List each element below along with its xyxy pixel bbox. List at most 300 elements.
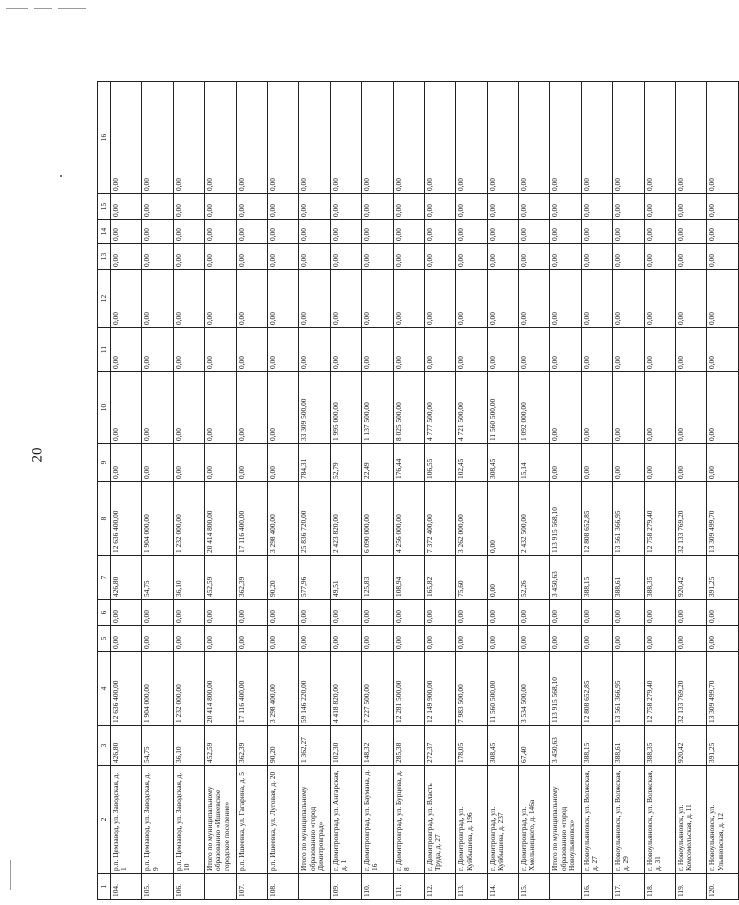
value-cell: 0,00 xyxy=(111,372,142,444)
value-cell: 0,00 xyxy=(330,270,361,328)
value-cell: 0,00 xyxy=(362,244,393,270)
value-cell: 0,00 xyxy=(142,600,173,626)
value-cell: 6 090 000,00 xyxy=(362,482,393,556)
value-cell: 0,00 xyxy=(676,270,707,328)
value-cell: 0,00 xyxy=(362,270,393,328)
value-cell: 0,00 xyxy=(581,444,612,482)
value-cell: 0,00 xyxy=(519,220,550,244)
value-cell: 0,00 xyxy=(173,82,204,194)
value-cell: 0,00 xyxy=(644,82,675,194)
value-cell: 0,00 xyxy=(581,82,612,194)
value-cell: 0,00 xyxy=(613,328,644,372)
address-cell: р.п. Цемзавод, ул. Заводская, д. 10 xyxy=(173,766,204,874)
value-cell: 0,00 xyxy=(424,194,455,220)
value-cell: 0,00 xyxy=(267,270,298,328)
row-number-cell: 112. xyxy=(424,874,455,900)
row-number-cell: 114. xyxy=(487,874,518,900)
value-cell: 0,00 xyxy=(393,626,424,652)
table-row-subtotal xyxy=(550,82,581,900)
value-cell: 0,00 xyxy=(487,556,518,600)
value-cell: 0,00 xyxy=(487,328,518,372)
value-cell: 0,00 xyxy=(299,600,330,626)
value-cell: 0,00 xyxy=(613,194,644,220)
value-cell: 13 309 499,70 xyxy=(707,652,738,726)
value-cell: 0,00 xyxy=(613,220,644,244)
row-number-cell: 107. xyxy=(236,874,267,900)
value-cell: 125,83 xyxy=(362,556,393,600)
table-row xyxy=(487,82,518,900)
header-cell: 16 xyxy=(98,82,111,194)
value-cell: 272,37 xyxy=(424,726,455,766)
value-cell: 0,00 xyxy=(299,82,330,194)
value-cell: 452,59 xyxy=(205,726,236,766)
rotated-table-wrapper xyxy=(97,82,725,900)
value-cell: 0,00 xyxy=(707,82,738,194)
header-cell: 5 xyxy=(98,626,111,652)
value-cell: 13 309 499,70 xyxy=(707,482,738,556)
value-cell: 0,00 xyxy=(267,82,298,194)
table-row xyxy=(236,82,267,900)
value-cell: 0,00 xyxy=(362,600,393,626)
row-number-cell: 116. xyxy=(581,874,612,900)
value-cell: 1 362,27 xyxy=(299,726,330,766)
value-cell: 0,00 xyxy=(205,220,236,244)
table-row xyxy=(393,82,424,900)
value-cell: 0,00 xyxy=(205,372,236,444)
table-row-subtotal xyxy=(205,82,236,900)
value-cell: 0,00 xyxy=(393,270,424,328)
page-number: 20 xyxy=(29,447,46,463)
value-cell: 0,00 xyxy=(550,626,581,652)
value-cell: 12 636 400,00 xyxy=(111,652,142,726)
value-cell: 0,00 xyxy=(267,600,298,626)
value-cell: 0,00 xyxy=(299,270,330,328)
value-cell: 0,00 xyxy=(644,626,675,652)
value-cell: 1 232 000,00 xyxy=(173,482,204,556)
value-cell: 0,00 xyxy=(393,600,424,626)
value-cell: 32 133 769,20 xyxy=(676,482,707,556)
value-cell: 0,00 xyxy=(456,244,487,270)
value-cell: 577,96 xyxy=(299,556,330,600)
value-cell: 0,00 xyxy=(519,626,550,652)
value-cell: 388,15 xyxy=(581,556,612,600)
header-cell: 8 xyxy=(98,482,111,556)
value-cell: 0,00 xyxy=(142,194,173,220)
value-cell: 12 808 652,85 xyxy=(581,482,612,556)
value-cell: 0,00 xyxy=(487,82,518,194)
row-number-cell: 113. xyxy=(456,874,487,900)
table-body xyxy=(98,82,739,900)
address-cell: г. Новоульяновск, ул. Волжская, д. 31 xyxy=(644,766,675,874)
value-cell: 0,00 xyxy=(205,626,236,652)
value-cell: 391,25 xyxy=(707,556,738,600)
value-cell: 0,00 xyxy=(519,244,550,270)
value-cell: 0,00 xyxy=(205,328,236,372)
value-cell: 17 116 400,00 xyxy=(236,652,267,726)
row-number-cell: 110. xyxy=(362,874,393,900)
value-cell: 0,00 xyxy=(519,194,550,220)
value-cell: 0,00 xyxy=(550,328,581,372)
value-cell: 0,00 xyxy=(676,626,707,652)
value-cell: 0,00 xyxy=(487,270,518,328)
value-cell: 0,00 xyxy=(644,600,675,626)
value-cell: 0,00 xyxy=(111,270,142,328)
value-cell: 0,00 xyxy=(330,626,361,652)
table-row xyxy=(613,82,644,900)
value-cell: 0,00 xyxy=(173,626,204,652)
value-cell: 0,00 xyxy=(644,372,675,444)
value-cell: 388,35 xyxy=(644,726,675,766)
value-cell: 0,00 xyxy=(111,244,142,270)
value-cell: 0,00 xyxy=(267,372,298,444)
value-cell: 106,55 xyxy=(424,444,455,482)
value-cell: 0,00 xyxy=(644,194,675,220)
value-cell: 0,00 xyxy=(707,194,738,220)
value-cell: 102,45 xyxy=(456,444,487,482)
address-cell: г. Димитровград, ул. Баумана, д. 16 xyxy=(362,766,393,874)
value-cell: 0,00 xyxy=(581,244,612,270)
table-row xyxy=(707,82,738,900)
value-cell: 0,00 xyxy=(456,82,487,194)
value-cell: 0,00 xyxy=(456,600,487,626)
value-cell: 0,00 xyxy=(393,220,424,244)
value-cell: 0,00 xyxy=(393,328,424,372)
value-cell: 0,00 xyxy=(550,444,581,482)
value-cell: 0,00 xyxy=(613,372,644,444)
value-cell: 0,00 xyxy=(424,626,455,652)
value-cell: 0,00 xyxy=(205,194,236,220)
value-cell: 90,20 xyxy=(267,726,298,766)
value-cell: 0,00 xyxy=(581,626,612,652)
value-cell: 0,00 xyxy=(613,82,644,194)
address-cell: г. Димитровград, ул. Хмельницкого, д. 146а xyxy=(519,766,550,874)
value-cell: 920,42 xyxy=(676,726,707,766)
value-cell: 0,00 xyxy=(550,270,581,328)
table-row xyxy=(424,82,455,900)
value-cell: 0,00 xyxy=(613,270,644,328)
value-cell: 0,00 xyxy=(393,244,424,270)
value-cell: 0,00 xyxy=(550,82,581,194)
scan-artifact xyxy=(6,8,28,9)
value-cell: 0,00 xyxy=(676,372,707,444)
value-cell: 0,00 xyxy=(236,444,267,482)
value-cell: 0,00 xyxy=(424,82,455,194)
row-number-cell: 117. xyxy=(613,874,644,900)
header-cell: 1 xyxy=(98,874,111,900)
value-cell: 0,00 xyxy=(362,220,393,244)
value-cell: 0,00 xyxy=(205,82,236,194)
value-cell: 0,00 xyxy=(487,626,518,652)
address-cell: р.п. Ишеевка, ул. Гагарина, д. 5 xyxy=(236,766,267,874)
row-number-cell: 106. xyxy=(173,874,204,900)
value-cell: 0,00 xyxy=(142,444,173,482)
value-cell: 0,00 xyxy=(550,372,581,444)
value-cell: 0,00 xyxy=(111,220,142,244)
header-cell: 12 xyxy=(98,270,111,328)
value-cell: 388,35 xyxy=(644,556,675,600)
value-cell: 0,00 xyxy=(299,244,330,270)
value-cell: 0,00 xyxy=(707,328,738,372)
value-cell: 17 116 400,00 xyxy=(236,482,267,556)
table-row xyxy=(644,82,675,900)
value-cell: 32 133 769,20 xyxy=(676,652,707,726)
value-cell: 3 262 000,00 xyxy=(456,482,487,556)
value-cell: 49,51 xyxy=(330,556,361,600)
table-row xyxy=(519,82,550,900)
value-cell: 8 025 500,00 xyxy=(393,372,424,444)
value-cell: 1 092 000,00 xyxy=(519,372,550,444)
value-cell: 0,00 xyxy=(236,194,267,220)
value-cell: 0,00 xyxy=(707,444,738,482)
row-number-cell: 104. xyxy=(111,874,142,900)
value-cell: 0,00 xyxy=(487,244,518,270)
value-cell: 54,75 xyxy=(142,556,173,600)
value-cell: 108,94 xyxy=(393,556,424,600)
value-cell: 0,00 xyxy=(205,244,236,270)
value-cell: 452,59 xyxy=(205,556,236,600)
value-cell: 0,00 xyxy=(519,600,550,626)
value-cell: 0,00 xyxy=(142,328,173,372)
value-cell: 0,00 xyxy=(362,328,393,372)
table-row xyxy=(173,82,204,900)
table-row xyxy=(142,82,173,900)
header-cell: 15 xyxy=(98,194,111,220)
value-cell: 148,32 xyxy=(362,726,393,766)
value-cell: 0,00 xyxy=(456,270,487,328)
scan-artifact xyxy=(10,860,11,890)
value-cell: 391,25 xyxy=(707,726,738,766)
value-cell: 176,44 xyxy=(393,444,424,482)
value-cell: 15,14 xyxy=(519,444,550,482)
value-cell: 0,00 xyxy=(550,244,581,270)
value-cell: 0,00 xyxy=(424,244,455,270)
value-cell: 0,00 xyxy=(236,600,267,626)
value-cell: 0,00 xyxy=(613,244,644,270)
address-cell: г. Димитровград, ул. Куйбышева, д. 196 xyxy=(456,766,487,874)
value-cell: 0,00 xyxy=(330,600,361,626)
value-cell: 0,00 xyxy=(707,372,738,444)
value-cell: 0,00 xyxy=(707,244,738,270)
value-cell: 362,39 xyxy=(236,726,267,766)
value-cell: 90,20 xyxy=(267,556,298,600)
value-cell: 0,00 xyxy=(299,328,330,372)
value-cell: 36,10 xyxy=(173,556,204,600)
value-cell: 426,80 xyxy=(111,556,142,600)
value-cell: 0,00 xyxy=(581,194,612,220)
value-cell: 113 915 568,10 xyxy=(550,482,581,556)
value-cell: 3 298 400,00 xyxy=(267,482,298,556)
value-cell: 1 904 000,00 xyxy=(142,482,173,556)
value-cell: 0,00 xyxy=(299,626,330,652)
value-cell: 52,79 xyxy=(330,444,361,482)
row-number-cell: 105. xyxy=(142,874,173,900)
value-cell: 0,00 xyxy=(205,270,236,328)
value-cell: 0,00 xyxy=(267,626,298,652)
value-cell: 0,00 xyxy=(581,600,612,626)
value-cell: 0,00 xyxy=(707,270,738,328)
value-cell: 1 995 000,00 xyxy=(330,372,361,444)
value-cell: 0,00 xyxy=(707,626,738,652)
header-cell: 11 xyxy=(98,328,111,372)
value-cell: 0,00 xyxy=(299,194,330,220)
value-cell: 20 414 800,00 xyxy=(205,482,236,556)
value-cell: 11 560 500,00 xyxy=(487,652,518,726)
value-cell: 7 372 400,00 xyxy=(424,482,455,556)
header-cell: 13 xyxy=(98,244,111,270)
value-cell: 0,00 xyxy=(299,220,330,244)
value-cell: 0,00 xyxy=(362,82,393,194)
row-number-cell: 118. xyxy=(644,874,675,900)
scan-artifact xyxy=(58,8,86,9)
value-cell: 920,42 xyxy=(676,556,707,600)
address-cell: г. Новоульяновск, ул. Ульяновская, д. 12 xyxy=(707,766,738,874)
value-cell: 2 423 820,00 xyxy=(330,482,361,556)
value-cell: 4 256 000,00 xyxy=(393,482,424,556)
value-cell: 3 534 500,00 xyxy=(519,652,550,726)
value-cell: 0,00 xyxy=(676,600,707,626)
value-cell: 0,00 xyxy=(707,220,738,244)
value-cell: 0,00 xyxy=(173,444,204,482)
value-cell: 0,00 xyxy=(362,626,393,652)
address-cell: Итого по муниципальному образованию «город Новоульяновск» xyxy=(550,766,581,874)
address-cell: г. Димитровград, ул. Ангарская, д. 1 xyxy=(330,766,361,874)
header-cell: 2 xyxy=(98,766,111,874)
value-cell: 308,45 xyxy=(487,726,518,766)
value-cell: 0,00 xyxy=(111,328,142,372)
row-number-cell: 109. xyxy=(330,874,361,900)
value-cell: 0,00 xyxy=(550,600,581,626)
value-cell: 113 915 568,10 xyxy=(550,652,581,726)
scan-artifact xyxy=(34,8,52,9)
value-cell: 13 561 366,95 xyxy=(613,482,644,556)
table-row xyxy=(111,82,142,900)
value-cell: 0,00 xyxy=(267,194,298,220)
value-cell: 388,61 xyxy=(613,556,644,600)
value-cell: 7 227 500,00 xyxy=(362,652,393,726)
value-cell: 3 450,63 xyxy=(550,556,581,600)
value-cell: 0,00 xyxy=(519,82,550,194)
value-cell: 0,00 xyxy=(676,244,707,270)
value-cell: 0,00 xyxy=(267,444,298,482)
value-cell: 3 450,63 xyxy=(550,726,581,766)
value-cell: 0,00 xyxy=(142,244,173,270)
value-cell: 0,00 xyxy=(111,82,142,194)
table-row xyxy=(676,82,707,900)
address-cell: р.п. Ишеевка, ул. Луговая, д. 20 xyxy=(267,766,298,874)
row-number-cell: 115. xyxy=(519,874,550,900)
value-cell: 308,45 xyxy=(487,444,518,482)
value-cell: 388,15 xyxy=(581,726,612,766)
header-cell: 14 xyxy=(98,220,111,244)
table-row-subtotal xyxy=(299,82,330,900)
value-cell: 0,00 xyxy=(142,82,173,194)
row-number-cell: 108. xyxy=(267,874,298,900)
value-cell: 0,00 xyxy=(487,482,518,556)
value-cell: 12 281 500,00 xyxy=(393,652,424,726)
table-row xyxy=(456,82,487,900)
value-cell: 0,00 xyxy=(267,328,298,372)
value-cell: 59 146 220,00 xyxy=(299,652,330,726)
row-number-cell xyxy=(299,874,330,900)
value-cell: 0,00 xyxy=(267,220,298,244)
value-cell: 0,00 xyxy=(424,270,455,328)
value-cell: 0,00 xyxy=(581,372,612,444)
value-cell: 0,00 xyxy=(173,328,204,372)
value-cell: 0,00 xyxy=(173,194,204,220)
value-cell: 0,00 xyxy=(487,220,518,244)
value-cell: 12 636 400,00 xyxy=(111,482,142,556)
row-number-cell: 120. xyxy=(707,874,738,900)
value-cell: 4 777 500,00 xyxy=(424,372,455,444)
value-cell: 784,31 xyxy=(299,444,330,482)
value-cell: 0,00 xyxy=(393,194,424,220)
value-cell: 0,00 xyxy=(142,270,173,328)
value-cell: 0,00 xyxy=(644,270,675,328)
table-row xyxy=(362,82,393,900)
value-cell: 0,00 xyxy=(581,220,612,244)
header-cell: 7 xyxy=(98,556,111,600)
value-cell: 285,38 xyxy=(393,726,424,766)
value-cell: 165,82 xyxy=(424,556,455,600)
value-cell: 102,30 xyxy=(330,726,361,766)
address-cell: г. Новоульяновск, ул. Волжская, д. 27 xyxy=(581,766,612,874)
address-cell: р.п. Цемзавод, ул. Заводская, д. 1 xyxy=(111,766,142,874)
value-cell: 0,00 xyxy=(487,600,518,626)
value-cell: 0,00 xyxy=(205,600,236,626)
value-cell: 0,00 xyxy=(330,244,361,270)
value-cell: 0,00 xyxy=(456,328,487,372)
value-cell: 33 309 500,00 xyxy=(299,372,330,444)
value-cell: 0,00 xyxy=(173,372,204,444)
value-cell: 0,00 xyxy=(236,220,267,244)
row-number-cell xyxy=(205,874,236,900)
value-cell: 75,60 xyxy=(456,556,487,600)
row-number-cell: 111. xyxy=(393,874,424,900)
address-cell: Итого по муниципальному образованию «Ишеевское городское поселение» xyxy=(205,766,236,874)
value-cell: 1 137 500,00 xyxy=(362,372,393,444)
value-cell: 178,05 xyxy=(456,726,487,766)
value-cell: 0,00 xyxy=(676,444,707,482)
value-cell: 0,00 xyxy=(173,220,204,244)
value-cell: 0,00 xyxy=(676,220,707,244)
value-cell: 0,00 xyxy=(550,220,581,244)
value-cell: 12 808 652,85 xyxy=(581,652,612,726)
value-cell: 3 298 400,00 xyxy=(267,652,298,726)
address-cell: г. Новоульяновск, ул. Волжская, д. 29 xyxy=(613,766,644,874)
value-cell: 36,10 xyxy=(173,726,204,766)
value-cell: 0,00 xyxy=(519,270,550,328)
value-cell: 0,00 xyxy=(424,600,455,626)
value-cell: 52,26 xyxy=(519,556,550,600)
row-number-cell: 119. xyxy=(676,874,707,900)
value-cell: 1 904 000,00 xyxy=(142,652,173,726)
value-cell: 12 758 279,40 xyxy=(644,652,675,726)
value-cell: 0,00 xyxy=(456,194,487,220)
value-cell: 0,00 xyxy=(519,328,550,372)
value-cell: 0,00 xyxy=(707,600,738,626)
value-cell: 0,00 xyxy=(393,82,424,194)
value-cell: 4 418 820,00 xyxy=(330,652,361,726)
value-cell: 0,00 xyxy=(330,328,361,372)
value-cell: 0,00 xyxy=(362,194,393,220)
header-cell: 3 xyxy=(98,726,111,766)
value-cell: 12 149 900,00 xyxy=(424,652,455,726)
row-number-cell xyxy=(550,874,581,900)
value-cell: 0,00 xyxy=(330,220,361,244)
address-cell: г. Новоульяновск, ул. Комсомольская, д. 11 xyxy=(676,766,707,874)
table-row xyxy=(267,82,298,900)
value-cell: 0,00 xyxy=(142,372,173,444)
